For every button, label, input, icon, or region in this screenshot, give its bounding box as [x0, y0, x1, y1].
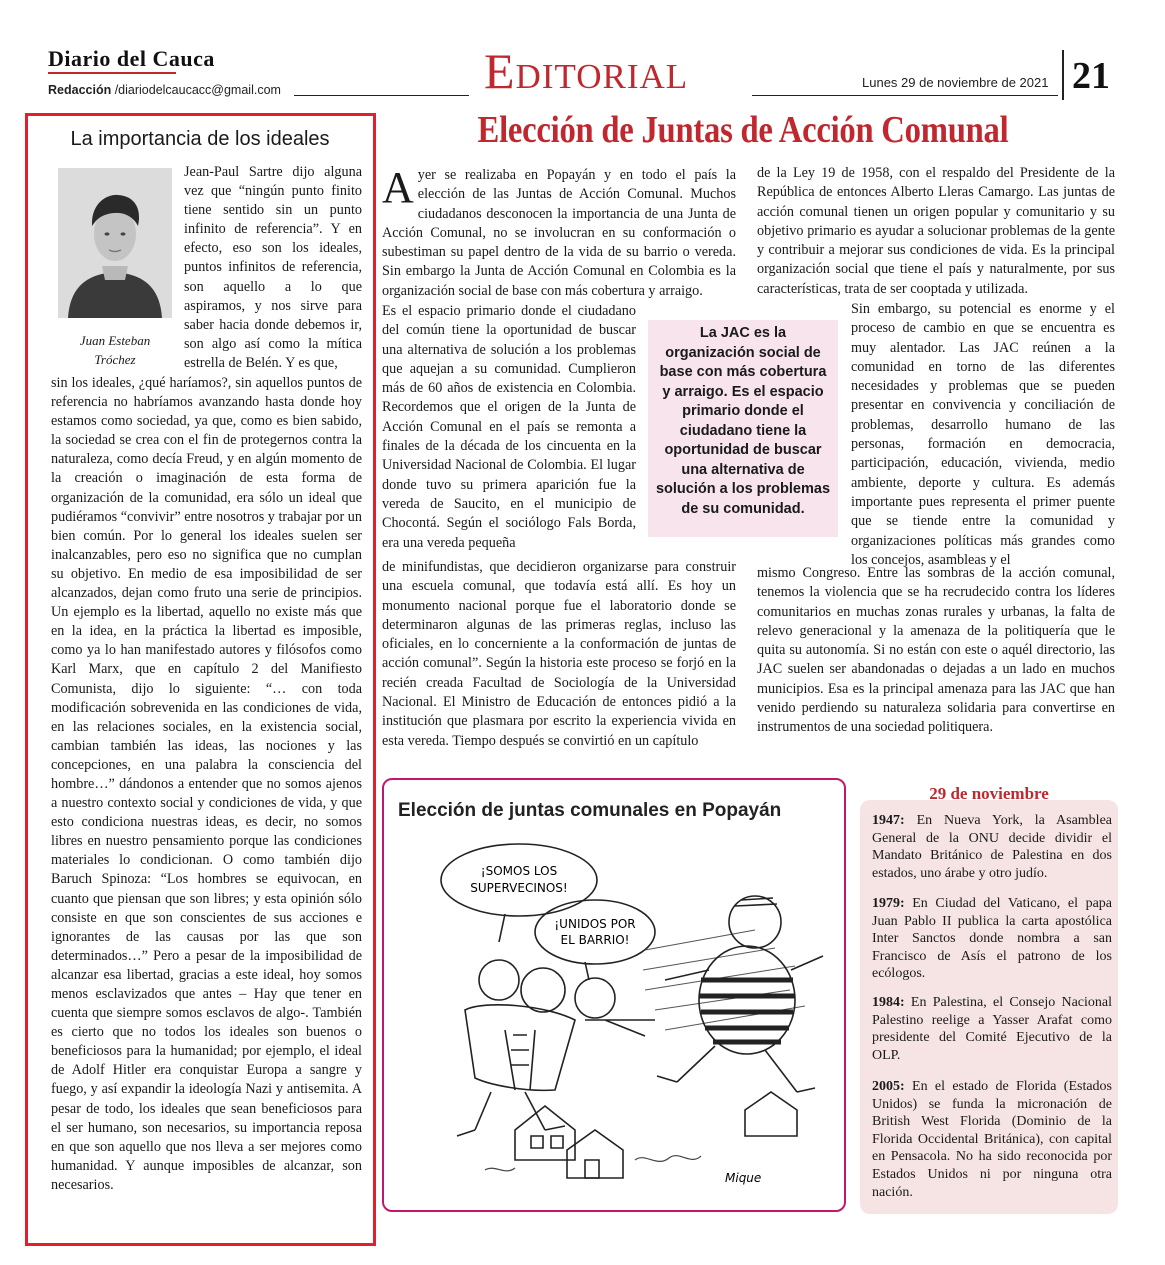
speech-bubble-2 — [535, 900, 655, 964]
opinion-paragraph-body: sin los ideales, ¿qué haríamos?, sin aquellos puntos de referencia no habríamos avanzando hasta donde hoy estamos como sociedad, ya que, como es bien sabido, la sociedad se crea con el fin de protegernos contra la naturaleza, como decía Freud, y en algún momento de la creación o imaginación de esta forma de organización de la comunidad, era sólo un ideal que pudiéramos “convivir” entre nosotros y trabajar por un bien común. Por lo general los ideales suelen ser inalcanzables, pero eso no significa que no cumplan su objetivo. En medio de esa imposibilidad de ser alcanzados, dejan como fruto una serie de principios. Un ejemplo es la libertad, aquello no existe más que en la idea, en la práctica la libertad es imposible, como ya lo han manifestado autores y filósofos como Karl Marx, que en capítulo 2 del Manifiesto Comunista, dijo lo siguiente: “… con toda modificación sobrevenida en las condiciones de vida, en las relaciones sociales, en la existencia social, cambian también las ideas, las nociones y las concepciones, en una palabra la consciencia del hombre…” dándonos a entender que no somos ajenos a nuestro contexto social y condiciones de vida, y que esto condiciona nuestras ideas, es decir, no somos libres en nuestro pensamiento porque las condiciones materiales lo condicionan. O como también dijo Baruch Spinoza: “Los hombres se equivocan, en cuanto que piensan que son libres; y esta opinión sólo consiste en que son conscientes de sus acciones e ignorantes de las causas por las que son determinados…” Pero a pesar de la imposibilidad de alcanzar esa libertad, gracias a este ideal, hoy somos menos esclavizados que antes – Hay que tener en cuenta que siempre somos esclavos de algo-. También es cierto que no todos los ideales son buenos o beneficiosos para la humanidad; por ejemplo, el ideal de Adolf Hitler era conquistar Europa a sangre y fuego, y así expandir la ideología Nazi y antisemita. A pesar de todo, los ideales que sean beneficiosos para el ser humano, son necesarios, su importancia reposa en que son aquello que nos lleva a ser mejores como humanidad. Y aunque imposibles de alcanzar, son necesarios. — [51, 375, 362, 1193]
ephemeris-item — [872, 994, 1112, 1064]
bubble-1-line-1: ¡SOMOS LOS — [480, 864, 558, 878]
pull-quote: La JAC es la organización social de base con más cobertura y arraigo. Es el espacio primario donde el ciudadano tiene la oportunidad de buscar una alternativa de solución a los problemas de su comunidad. — [648, 320, 838, 537]
page-number-divider — [1062, 50, 1064, 100]
editorial-text-2c: mismo Congreso. Entre las sombras de la acción comunal, tenemos la violencia que se ha recrudecido contra los líderes comunitarios en muchas zonas rurales y urbanas, la falta de relevo generacional y la amenaza de la politiquería que le quita su autonomía. Si no están con este o aquél directorio, las JAC suelen ser abandonadas o dejadas a un lado en muchos municipios. Esa es la principal amenaza para las JAC que han venido perdiendo su naturaleza solidaria para convertirse en instrumentos de una sociedad politiquera. — [757, 565, 1115, 736]
ephemeris-text: En Nueva York, la Asamblea General de la ONU decide dividir el Mandato Británico de Palestina en dos estados, uno árabe y otro judío. — [872, 813, 1112, 881]
editorial-col1-middle — [382, 302, 636, 553]
speech-bubble-1 — [441, 844, 597, 916]
cartoon-drawing-icon — [395, 830, 835, 1200]
bubble-2-line-2: EL BARRIO! — [560, 933, 630, 947]
brand-underline — [48, 72, 176, 74]
drop-cap: A — [382, 163, 414, 212]
ephemeris-item — [872, 895, 1112, 983]
ephemeris-year: 2005: — [872, 1079, 905, 1094]
cartoonist-signature: Mique — [725, 1171, 762, 1185]
ephemeris-item — [872, 1078, 1112, 1201]
editorial-col1-bottom — [382, 558, 736, 751]
header-rule-right — [752, 95, 1058, 96]
editorial-col2-middle — [851, 300, 1115, 570]
bubble-1-line-2: SUPERVECINOS! — [470, 881, 568, 895]
opinion-paragraph-top: Jean-Paul Sartre dijo alguna vez que “ningún punto finito tiene sentido sin un punto infinito de referencia”. Y en efecto, eso son los ideales, puntos infinitos de referencia, son aquello a lo que aspiramos, y nos sirve para saber hacia donde debemos ir, son algo así como la mítica estrella de Belén. Y es que, — [184, 164, 362, 371]
ephemeris-item — [872, 812, 1112, 882]
bubble-2-line-1: ¡UNIDOS POR — [554, 917, 636, 931]
editorial-col2-top — [757, 164, 1115, 299]
header-rule-left — [294, 95, 469, 96]
editorial-text-1b: Es el espacio primario donde el ciudadano del común tiene la oportunidad de buscar una alternativa de solución a los problemas que aquejan a su comunidad. Cumplieron más de 60 años de existencia en Colombia. Recordemos que el origen de la Junta de Acción Comunal en el país se remonta a finales de la década de los cincuenta en la Universidad Nacional de Colombia. El lugar donde tuvo su primera aparición fue la vereda de Saucito, en el municipio de Chocontá. Según el sociólogo Fals Borda, era una vereda pequeña — [382, 303, 636, 551]
page-number: 21 — [1072, 55, 1110, 97]
opinion-title: La importancia de los ideales — [70, 128, 330, 150]
ephemeris-text: En el estado de Florida (Estados Unidos) se funda la micronación de British West Florida (Dominio de la Florida Occidental Británica), con capital en Pensacola. No ha sido reconocida por Estados Unidos ni por ninguna otra nación. — [872, 1079, 1112, 1200]
author-name: Juan Esteban Tróchez — [79, 333, 151, 367]
cartoon-title: Elección de juntas comunales en Popayán — [398, 800, 782, 821]
redaccion-label: Redacción — [48, 83, 112, 97]
redaccion-line — [48, 83, 281, 97]
author-photo — [58, 168, 172, 318]
editorial-col2-bottom — [757, 564, 1115, 738]
editorial-title: Elección de Juntas de Acción Comunal — [477, 109, 1009, 151]
editorial-text-2a: de la Ley 19 de 1958, con el respaldo del Presidente de la República de entonces Alberto Lleras Camargo. Las juntas de acción comunal tienen un origen popular y comunitario y su objetivo primario es ayudar a solucionar problemas de la gente y contribuir a mejorar sus condiciones de vida. Es la principal organización social que tiene el país y naturalmente, por sus características, trata de ser cooptada y utilizada. — [757, 165, 1115, 297]
editorial-text-1a: yer se realizaba en Popayán y en todo el país la elección de las Juntas de Acción Comunal. Muchos ciudadanos desconocen la importancia de una Junta de Acción Comunal, no se involucran en su conformación o subestiman su papel dentro de la vida de su barrio o vereda. Sin embargo la Junta de Acción Comunal en Colombia es la organización social de base con más cobertura y arraigo. — [382, 167, 736, 299]
issue-date: Lunes 29 de noviembre de 2021 — [862, 75, 1049, 90]
redaccion-email: /diariodelcaucacc@gmail.com — [114, 83, 281, 97]
ephemerides-title: 29 de noviembre — [929, 784, 1049, 803]
author-portrait-icon — [58, 168, 172, 318]
opinion-text-body — [51, 374, 362, 1195]
section-title: Editorial — [484, 43, 689, 99]
editorial-text-2b: Sin embargo, su potencial es enorme y el proceso de cambio en que se encuentra es muy alentador. Las JAC reúnen a la comunidad en torno de las diferentes necesidades y problemas que se pueden presentar en convivencia y conciliación de problemas, desarrollo humano de las personas, formación en democracia, participación, educación, vivienda, medio ambiente, deporte y cultura. Es además importante pues representa el primer puente que se tiende entre la comunidad y organizaciones políticas más grandes como los concejos, asambleas y el — [851, 301, 1115, 568]
ephemeris-year: 1947: — [872, 813, 905, 828]
ephemeris-year: 1984: — [872, 995, 905, 1010]
editorial-col1-top — [382, 163, 736, 301]
opinion-text-top — [184, 163, 362, 373]
newspaper-brand: Diario del Cauca — [48, 46, 215, 71]
ephemeris-text: En Ciudad del Vaticano, el papa Juan Pablo II publica la carta apostólica Inter Sanctos donde nombra a san Francisco de Asís el patrono de los ecólogos. — [872, 896, 1112, 982]
ephemeris-year: 1979: — [872, 896, 905, 911]
editorial-text-1c: de minifundistas, que decidieron organizarse para construir una escuela comunal, que todavía está allí. Es hoy un monumento nacional porque fue el laboratorio donde se determinaron algunas de las primeras reglas, incluso las oficiales, en lo concerniente a la conformación de juntas de acción comunal”. Según la historia este proceso se forjó en la recién creada Facultad de Sociología de la Universidad Nacional. El Ministro de Educación de entonces pidió a la institución que plasmara por escrito la experiencia vivida en esta vereda. Tiempo después se convirtió en un capítulo — [382, 559, 736, 749]
cartoon-illustration — [395, 830, 835, 1200]
ephemeris-text: En Palestina, el Consejo Nacional Palestino reelige a Yasser Arafat como presidente del Comité Ejecutivo de la OLP. — [872, 995, 1113, 1063]
